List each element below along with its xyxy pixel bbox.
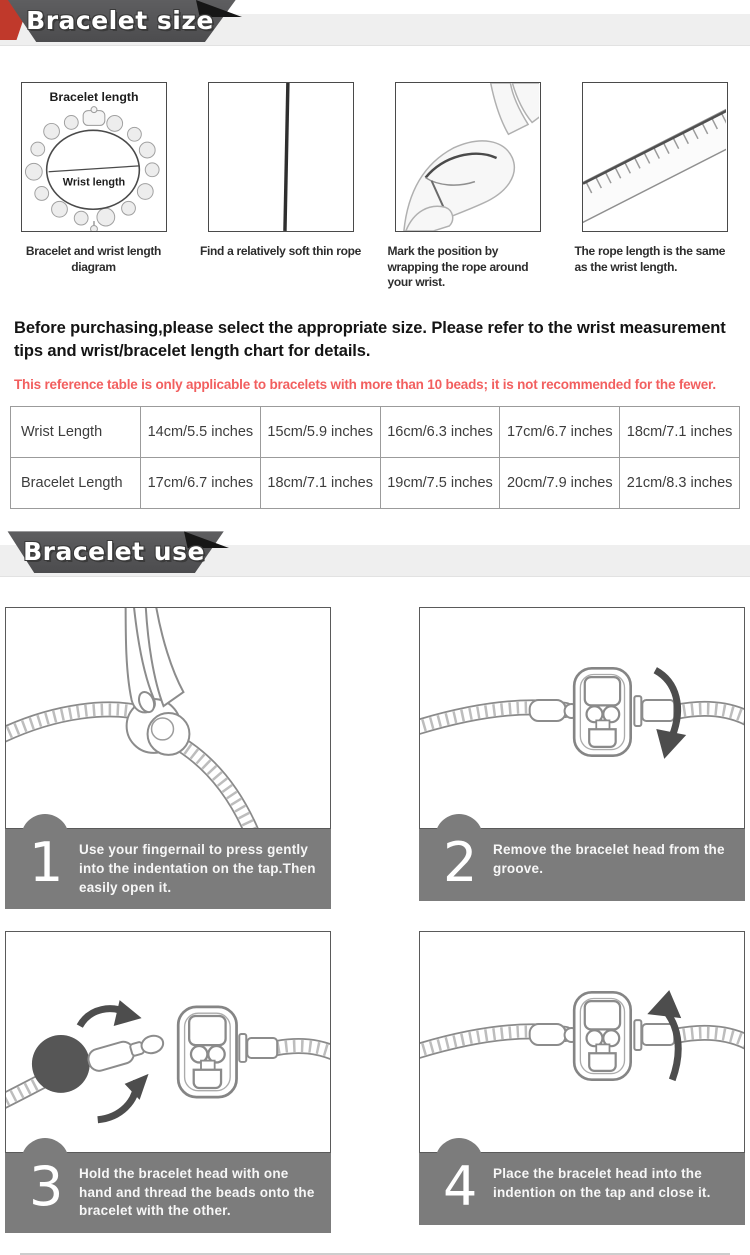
bead bbox=[32, 1035, 90, 1093]
step-4-number: 4 bbox=[443, 1155, 478, 1219]
table-cell: 18cm/7.1 inches bbox=[620, 407, 740, 458]
measure-caption-3: Mark the position by wrapping the rope around your wrist. bbox=[387, 244, 529, 290]
measure-step-4 bbox=[561, 82, 748, 291]
step-4-text: Place the bracelet head into the indention on the tap and close it. bbox=[493, 1166, 711, 1200]
step-1-text: Use your fingernail to press gently into the indentation on the tap.Then easily open it. bbox=[79, 842, 316, 895]
use-step-3 bbox=[5, 931, 331, 1233]
step-2-text: Remove the bracelet head from the groove. bbox=[493, 842, 725, 876]
bracelet-length-label: Bracelet length bbox=[49, 89, 138, 104]
rope-illustration bbox=[209, 83, 353, 231]
wrist-wrap-box bbox=[395, 82, 541, 232]
measurement-steps-row bbox=[0, 82, 750, 291]
step-4-image bbox=[419, 931, 745, 1153]
bracelet-size-banner bbox=[0, 0, 750, 50]
step-3-caption-bar bbox=[5, 1153, 331, 1233]
purchase-intro-text: Before purchasing,please select the appropriate size. Please refer to the wrist measurement tips and wrist/bracelet length chart for details. bbox=[14, 318, 726, 360]
step-3-image bbox=[5, 931, 331, 1153]
step-4-illustration bbox=[420, 932, 744, 1152]
step-1-image bbox=[5, 607, 331, 829]
wrist-length-label: Wrist length bbox=[62, 176, 125, 189]
rope-box bbox=[208, 82, 354, 232]
measure-step-2 bbox=[187, 82, 374, 291]
ruler-box bbox=[582, 82, 728, 232]
bracelet-diagram-illustration bbox=[22, 83, 166, 231]
section-title-use: Bracelet use bbox=[23, 537, 205, 567]
bracelet-use-banner bbox=[0, 531, 750, 581]
step-1-illustration bbox=[6, 608, 330, 828]
use-steps-grid bbox=[0, 607, 750, 1233]
measure-caption-1: Bracelet and wrist length diagram bbox=[25, 244, 162, 274]
step-3-illustration bbox=[6, 932, 330, 1152]
table-cell: 21cm/8.3 inches bbox=[620, 458, 740, 509]
measure-step-3 bbox=[374, 82, 561, 291]
step-4-caption-bar bbox=[419, 1153, 745, 1225]
table-cell: 15cm/5.9 inches bbox=[260, 407, 380, 458]
bracelet-diagram-box bbox=[21, 82, 167, 232]
table-cell: 17cm/6.7 inches bbox=[141, 458, 261, 509]
step-3-number: 3 bbox=[29, 1155, 64, 1219]
size-table bbox=[10, 406, 740, 509]
table-row bbox=[11, 407, 740, 458]
table-cell: 17cm/6.7 inches bbox=[500, 407, 620, 458]
table-cell: 16cm/6.3 inches bbox=[380, 407, 500, 458]
table-cell: 18cm/7.1 inches bbox=[260, 458, 380, 509]
use-step-1 bbox=[5, 607, 331, 909]
bracelet-use-ribbon bbox=[0, 531, 228, 575]
table-cell: 14cm/5.5 inches bbox=[141, 407, 261, 458]
step-2-illustration bbox=[420, 608, 744, 828]
section-title-size: Bracelet size bbox=[26, 6, 214, 35]
step-1-number: 1 bbox=[29, 831, 64, 895]
measure-step-1 bbox=[0, 82, 187, 291]
use-step-4 bbox=[419, 931, 745, 1233]
row-label: Bracelet Length bbox=[11, 458, 141, 509]
table-cell: 19cm/7.5 inches bbox=[380, 458, 500, 509]
wrist-wrap-illustration bbox=[396, 83, 540, 231]
bracelet-size-ribbon bbox=[0, 0, 240, 44]
step-3-text: Hold the bracelet head with one hand and thread the beads onto the bracelet with the other. bbox=[79, 1166, 315, 1219]
step-2-caption-bar bbox=[419, 829, 745, 901]
step-1-caption-bar bbox=[5, 829, 331, 909]
measure-caption-4: The rope length is the same as the wrist length. bbox=[574, 244, 726, 274]
use-step-2 bbox=[419, 607, 745, 909]
measure-caption-2: Find a relatively soft thin rope bbox=[199, 244, 362, 258]
row-label: Wrist Length bbox=[11, 407, 141, 458]
table-cell: 20cm/7.9 inches bbox=[500, 458, 620, 509]
table-row bbox=[11, 458, 740, 509]
step-2-number: 2 bbox=[443, 831, 478, 895]
ruler-illustration bbox=[583, 83, 727, 231]
reference-note-text: This reference table is only applicable to bracelets with more than 10 beads; it is not recommended for the fewer. bbox=[14, 377, 716, 393]
step-2-image bbox=[419, 607, 745, 829]
